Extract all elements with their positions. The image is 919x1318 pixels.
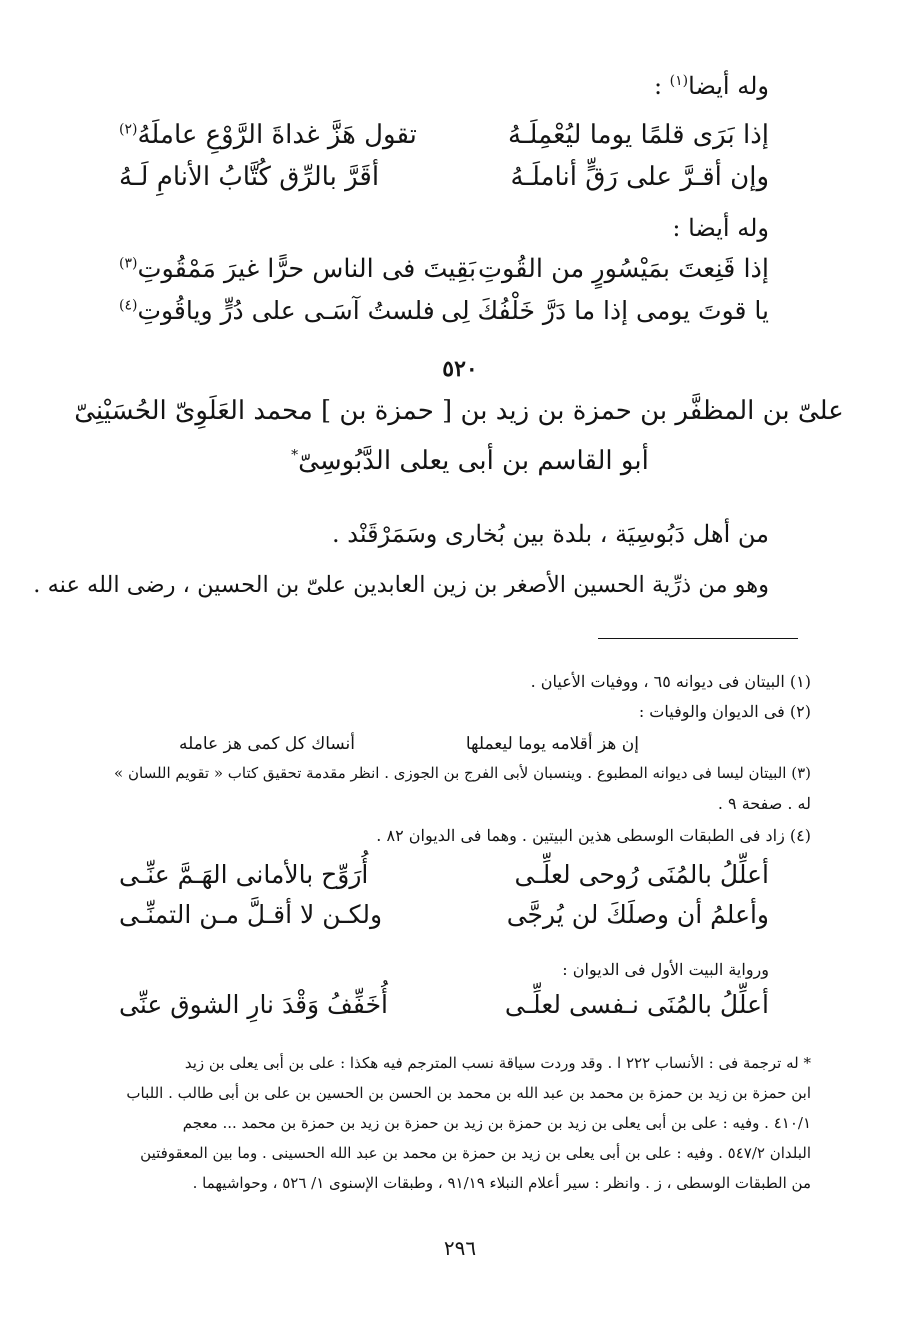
footnote-3-line-1: (٣) البيتان ليسا فى ديوانه المطبوع . وينسبان لأبى الفرج بن الجوزى . انظر مقدمة تحقيق كتاب « تقويم اللسان » bbox=[114, 764, 811, 782]
footnote-ref-3: (٣) bbox=[119, 255, 138, 272]
footnote-ref-4: (٤) bbox=[119, 297, 138, 314]
star-note-line: البلدان ٥٤٧/٢ . وفيه : على بن أبى يعلى بن زيد بن حمزة بن محمد بن عبد الله الحسينى . وما بين المعقوفتين bbox=[140, 1144, 811, 1162]
footnote-4-riwaya: ورواية البيت الأول فى الديوان : bbox=[562, 960, 769, 979]
verse-hemistich-right: وأعلمُ أن وصلَكَ لن يُرجَّى bbox=[506, 900, 769, 929]
footnote-separator bbox=[598, 638, 798, 639]
verse-hemistich-left-text: تقول هَزَّ غداةَ الرَّوْعِ عاملَهُ bbox=[137, 120, 417, 150]
footnote-1: (١) البيتان فى ديوانه ٦٥ ، ووفيات الأعيان . bbox=[530, 672, 811, 691]
footnote-4: (٤) زاد فى الطبقات الوسطى هذين البيتين . وهما فى الديوان ٨٢ . bbox=[376, 826, 811, 845]
verse-hemistich-right: وإن أقـرَّ على رَقٍّ أناملَـهُ bbox=[510, 162, 769, 192]
entry-name-line-2 bbox=[260, 446, 680, 476]
verse-line bbox=[119, 254, 769, 284]
verse-hemistich-left: أنساك كل كمى هز عامله bbox=[179, 734, 356, 754]
footnote-2: (٢) فى الديوان والوفيات : bbox=[638, 702, 811, 721]
entry-name-line-1: علىّ بن المظفَّر بن حمزة بن زيد بن [ حمزة بن ] محمد العَلَوِىّ الحُسَيْنِىّ bbox=[74, 396, 844, 426]
verse-hemistich-left: أُخَفِّفُ وَقْدَ نارِ الشوق عنِّى bbox=[119, 990, 388, 1019]
poem-intro-1 bbox=[654, 72, 769, 100]
verse-hemistich-left: أُرَوِّح بالأمانى الهَـمَّ عنِّـى bbox=[119, 860, 369, 889]
verse-line bbox=[119, 296, 769, 325]
footnote-4-verse bbox=[119, 860, 769, 889]
footnote-star-ref: * bbox=[291, 447, 299, 464]
verse-hemistich-left bbox=[119, 120, 417, 150]
page-number: ٢٩٦ bbox=[443, 1236, 477, 1260]
star-note-line: من الطبقات الوسطى ، ز . وانظر : سير أعلام النبلاء ٩١/١٩ ، وطبقات الإسنوى ١/ ٥٢٦ ، وحواشيهما . bbox=[192, 1174, 811, 1192]
footnote-ref-2: (٢) bbox=[119, 121, 138, 138]
verse-hemistich-right: أعلِّلُ بالمُنَى نـفسى لعلِّـى bbox=[504, 990, 769, 1019]
poem-intro-2: وله أيضا : bbox=[672, 214, 769, 242]
footnote-3-line-2: له . صفحة ٩ . bbox=[717, 794, 811, 813]
entry-body-2: وهو من ذرِّية الحسين الأصغر بن زين العابدين علىّ بن الحسين ، رضى الله عنه . bbox=[33, 572, 769, 598]
verse-hemistich-right: يا قوتَ يومى إذا ما دَرَّ خَلْفُكَ لِى bbox=[441, 296, 769, 325]
star-note-line: * له ترجمة فى : الأنساب ٢٢٢ ا . وقد وردت سياقة نسب المترجم فيه هكذا : على بن أبى يعلى بن زيد bbox=[184, 1054, 811, 1072]
verse-hemistich-left bbox=[119, 254, 476, 284]
entry-body-1: من أهل دَبُوسِيَة ، بلدة بين بُخارى وسَمَرْقَنْد . bbox=[332, 520, 769, 548]
verse-hemistich-right: إذا قَنِعتَ بمَيْسُورٍ من القُوتِ bbox=[478, 254, 769, 284]
verse-hemistich-left-text: بَقِيتَ فى الناس حرًّا غيرَ مَمْقُوتِ bbox=[137, 254, 477, 284]
verse-hemistich-left-text: فلستُ آسَـى على دُرٍّ وياقُوتِ bbox=[137, 296, 435, 325]
footnote-4-riwaya-verse bbox=[119, 990, 769, 1019]
footnote-4-verse bbox=[119, 900, 769, 929]
verse-hemistich-right: أعلِّلُ بالمُنَى رُوحى لعلِّـى bbox=[514, 860, 769, 889]
star-note-line: ٤١٠/١ . وفيه : على بن أبى يعلى بن زيد بن حمزة بن زيد بن حمزة بن زيد بن حمزة بن محمد ... معجم bbox=[182, 1114, 811, 1132]
verse-hemistich-right: إذا بَرَى قلمًا يوما ليُعْمِلَـهُ bbox=[507, 120, 769, 150]
verse-hemistich-left: أقَرَّ بالرِّق كُتَّابُ الأنامِ لَـهُ bbox=[119, 162, 380, 192]
entry-name-line-2-text: أبو القاسم بن أبى يعلى الدَّبُوسِىّ bbox=[298, 446, 649, 476]
footnote-2-verse bbox=[179, 734, 639, 754]
footnote-ref-1: (١) bbox=[669, 73, 689, 89]
verse-line bbox=[119, 162, 769, 192]
verse-hemistich-left: ولكـن لا أقـلَّ مـن التمنِّـى bbox=[119, 900, 383, 929]
verse-line bbox=[119, 120, 769, 150]
poem-intro-1-tail: : bbox=[653, 72, 670, 100]
poem-intro-1-text: وله أيضا bbox=[688, 72, 769, 100]
star-note-line: ابن حمزة بن زيد بن حمزة بن محمد بن عبد الله بن محمد بن الحسن بن الحسين بن على بن أبى طالب . اللباب bbox=[126, 1084, 811, 1102]
verse-hemistich-right: إن هز أقلامه يوما ليعملها bbox=[465, 734, 639, 754]
entry-number: ٥٢٠ bbox=[442, 356, 478, 382]
verse-hemistich-left bbox=[119, 296, 435, 325]
